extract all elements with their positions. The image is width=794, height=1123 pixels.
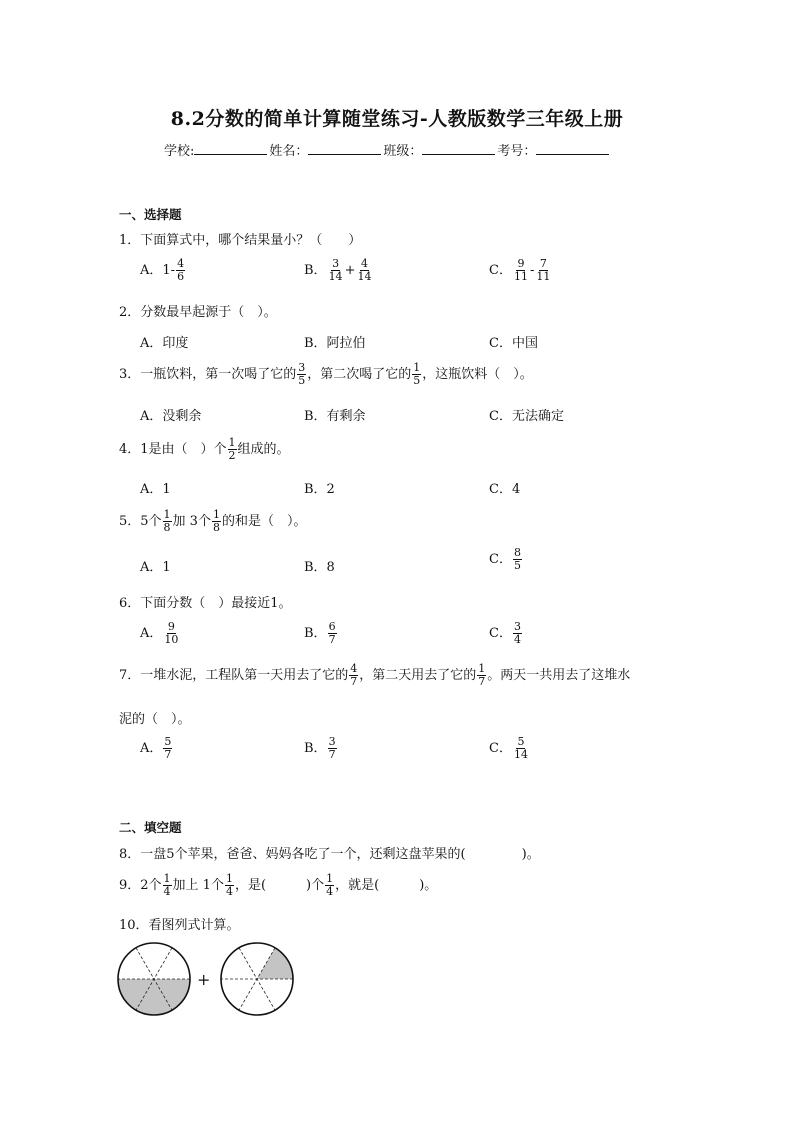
fraction: $\frac{7}{11}$	[536, 257, 551, 283]
question-7-option-b[interactable]: B． $\frac{3}{7}$	[304, 735, 336, 761]
question-2-option-c[interactable]: C．中国	[489, 336, 538, 351]
question-7-option-c[interactable]: C． $\frac{5}{14}$	[489, 735, 528, 761]
fraction: $\frac{4}{14}$	[357, 257, 372, 283]
name-label: 姓名：	[269, 144, 309, 159]
school-blank[interactable]	[194, 143, 267, 155]
question-4-option-b[interactable]: B．2	[304, 482, 335, 497]
fraction: $\frac{1}{2}$	[228, 436, 236, 462]
question-3-text: 3．一瓶饮料，第一次喝了它的 $\frac{3}{5}$ ，第二次喝了它的 $\frac{1}{5}$ ，这瓶饮料（ ）。	[119, 361, 533, 387]
fraction: $\frac{1}{7}$	[478, 662, 486, 688]
page-title: 8.2分数的简单计算随堂练习-人教版数学三年级上册	[170, 108, 624, 130]
question-6-option-c[interactable]: C． $\frac{3}{4}$	[489, 620, 521, 646]
class-label: 班级：	[383, 144, 423, 159]
name-blank[interactable]	[308, 143, 381, 155]
question-2-text: 2．分数最早起源于（ ）。	[119, 305, 277, 320]
pie-diagram-left	[115, 940, 193, 1018]
fraction: $\frac{1}{5}$	[413, 361, 421, 387]
student-info-line	[164, 140, 611, 159]
question-1-option-a[interactable]: A．1- $\frac{4}{6}$	[140, 257, 185, 283]
question-7-option-a[interactable]: A． $\frac{5}{7}$	[140, 735, 172, 761]
question-4-option-a[interactable]: A．1	[140, 482, 171, 497]
question-2-option-b[interactable]: B．阿拉伯	[304, 336, 366, 351]
question-4-text: 4．1是由（ ）个 $\frac{1}{2}$ 组成的。	[119, 436, 290, 462]
pie-diagram-right	[218, 940, 296, 1018]
fraction: $\frac{6}{7}$	[328, 620, 336, 646]
question-3-option-a[interactable]: A．没剩余	[140, 409, 202, 424]
fraction: $\frac{4}{6}$	[177, 257, 185, 283]
fraction: $\frac{3}{4}$	[513, 620, 521, 646]
question-7-text: 7．一堆水泥，工程队第一天用去了它的 $\frac{4}{7}$ ，第二天用去了它的 $\frac{1}{7}$ 。两天一共用去了这堆水	[119, 662, 631, 688]
question-5-option-b[interactable]: B．8	[304, 560, 335, 575]
question-6-option-a[interactable]: A． $\frac{9}{10}$	[140, 620, 179, 646]
fraction: $\frac{1}{8}$	[163, 508, 171, 534]
section-heading-choice: 一、选择题	[119, 207, 182, 222]
question-1-text: 1．下面算式中，哪个结果量小？（ ）	[119, 233, 362, 248]
fraction: $\frac{3}{5}$	[298, 361, 306, 387]
question-5-option-c[interactable]: C． $\frac{8}{5}$	[489, 546, 521, 572]
exam-no-label: 考号：	[497, 144, 537, 159]
question-9-text: 9．2个 $\frac{1}{4}$ 加上 1个 $\frac{1}{4}$ ，是( )个 $\frac{1}{4}$ ，就是( )。	[119, 872, 438, 898]
fraction: $\frac{1}{4}$	[225, 872, 233, 898]
question-1-option-b[interactable]: B． $\frac{3}{14}$ + $\frac{4}{14}$	[304, 257, 372, 283]
question-3-option-c[interactable]: C．无法确定	[489, 409, 564, 424]
question-3-option-b[interactable]: B．有剩余	[304, 409, 366, 424]
fraction: $\frac{9}{10}$	[164, 620, 179, 646]
plus-sign: +	[197, 970, 211, 989]
question-5-text: 5．5个 $\frac{1}{8}$ 加 3个 $\frac{1}{8}$ 的和是（ ）。	[119, 508, 307, 534]
school-label: 学校:	[164, 144, 195, 159]
question-5-option-a[interactable]: A．1	[140, 560, 171, 575]
fraction: $\frac{4}{7}$	[350, 662, 358, 688]
question-6-text: 6．下面分数（ ）最接近1。	[119, 596, 292, 611]
question-7-text-line2: 泥的（ ）。	[119, 712, 191, 727]
fraction: $\frac{3}{7}$	[328, 735, 336, 761]
exam-no-blank[interactable]	[536, 143, 609, 155]
fraction: $\frac{5}{14}$	[513, 735, 528, 761]
class-blank[interactable]	[422, 143, 495, 155]
fraction: $\frac{3}{14}$	[328, 257, 343, 283]
fraction: $\frac{9}{11}$	[513, 257, 528, 283]
question-2-option-a[interactable]: A．印度	[140, 336, 189, 351]
question-10-text: 10．看图列式计算。	[119, 918, 240, 933]
fraction: $\frac{1}{4}$	[326, 872, 334, 898]
fraction: $\frac{8}{5}$	[513, 546, 521, 572]
question-6-option-b[interactable]: B． $\frac{6}{7}$	[304, 620, 336, 646]
fraction: $\frac{1}{8}$	[212, 508, 220, 534]
section-heading-fill-blank: 二、填空题	[119, 820, 182, 835]
fraction: $\frac{5}{7}$	[164, 735, 172, 761]
question-4-option-c[interactable]: C．4	[489, 482, 521, 497]
fraction: $\frac{1}{4}$	[163, 872, 171, 898]
question-8-text: 8．一盘5个苹果，爸爸、妈妈各吃了一个，还剩这盘苹果的( )。	[119, 847, 540, 862]
question-1-option-c[interactable]: C． $\frac{9}{11}$ - $\frac{7}{11}$	[489, 257, 551, 283]
